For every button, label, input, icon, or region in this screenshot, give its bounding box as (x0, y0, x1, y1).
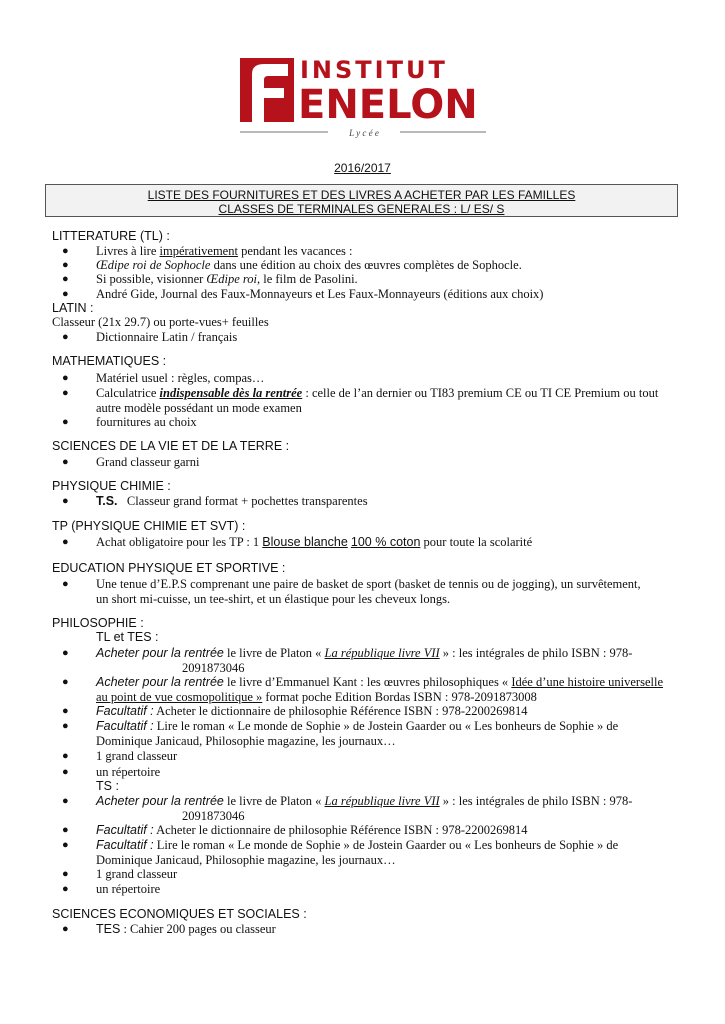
list-item: ● 1 grand classeur (62, 867, 178, 881)
school-year: 2016/2017 (334, 161, 391, 175)
list-item: ● Une tenue d’E.P.S comprenant une paire de basket de sport (basket de tennis ou de jogging), un survêtement, un short mi-cuisse, un tee-shirt, et un élastique pour les cheveux longs. (62, 577, 641, 606)
svg-text:L y c é e: L y c é e (349, 128, 379, 138)
list-item: ● Si possible, visionner Œdipe roi, le film de Pasolini. (62, 272, 358, 286)
heading-tp: TP (PHYSIQUE CHIMIE ET SVT) : (52, 519, 246, 533)
heading-svt: SCIENCES DE LA VIE ET DE LA TERRE : (52, 439, 290, 453)
heading-ses: SCIENCES ECONOMIQUES ET SOCIALES : (52, 907, 307, 921)
list-item: ● Livres à lire impérativement pendant les vacances : (62, 244, 353, 258)
list-item: ● T.S. Classeur grand format + pochettes transparentes (62, 494, 368, 508)
list-item: ● Acheter pour la rentrée le livre d’Emmanuel Kant : les œuvres philosophiques « Idée d’une histoire universelle au point de vue cosmopolitique » format poche Edition Bordas ISBN : 978-2091873008 (62, 675, 663, 704)
list-item: ● fournitures au choix (62, 415, 197, 429)
philo-tl-tes: TL et TES : (96, 630, 159, 644)
title-line-2: CLASSES DE TERMINALES GENERALES : L/ ES/ S (218, 202, 505, 216)
list-item: ● Matériel usuel : règles, compas… (62, 371, 265, 385)
list-item: ● Calculatrice indispensable dès la rentrée : celle de l’an dernier ou TI83 premium CE ou TI CE Premium ou tout autre modèle possédant un mode examen (62, 386, 659, 415)
list-item: ● André Gide, Journal des Faux-Monnayeurs et Les Faux-Monnayeurs (éditions aux choix) (62, 287, 544, 301)
list-item: ● Acheter pour la rentrée le livre de Platon « La république livre VII » : les intégrales de philo ISBN : 978- 2091873046 (62, 794, 633, 823)
list-item: ● TES : Cahier 200 pages ou classeur (62, 922, 276, 936)
heading-eps: EDUCATION PHYSIQUE ET SPORTIVE : (52, 561, 286, 575)
svg-text:ENELON: ENELON (298, 82, 478, 128)
list-item: ● Facultatif : Lire le roman « Le monde de Sophie » de Jostein Gaarder ou « Les bonheurs de Sophie » de Dominique Janicaud, Philosophie magazine, les journaux… (62, 719, 619, 748)
list-item: ● Acheter pour la rentrée le livre de Platon « La république livre VII » : les intégrales de philo ISBN : 978- 2091873046 (62, 646, 633, 675)
list-item: ● Œdipe roi de Sophocle dans une édition au choix des œuvres complètes de Sophocle. (62, 258, 522, 272)
list-item: ● Facultatif : Lire le roman « Le monde de Sophie » de Jostein Gaarder ou « Les bonheurs de Sophie » de Dominique Janicaud, Philosophie magazine, les journaux… (62, 838, 619, 867)
latin-line: Classeur (21x 29.7) ou porte-vues+ feuilles (52, 315, 269, 329)
heading-physique: PHYSIQUE CHIMIE : (52, 479, 171, 493)
list-item: ● Dictionnaire Latin / français (62, 330, 238, 344)
heading-philo: PHILOSOPHIE : (52, 616, 144, 630)
list-item: ● un répertoire (62, 882, 161, 896)
list-item: ● Achat obligatoire pour les TP : 1 Blouse blanche 100 % coton pour toute la scolarité (62, 535, 533, 549)
institut-fenelon-logo (240, 52, 488, 140)
list-item: ● Facultatif : Acheter le dictionnaire de philosophie Référence ISBN : 978-2200269814 (62, 704, 528, 718)
list-item: ● 1 grand classeur (62, 749, 178, 763)
list-item: ● un répertoire (62, 765, 161, 779)
title-line-1: LISTE DES FOURNITURES ET DES LIVRES A ACHETER PAR LES FAMILLES (147, 188, 576, 202)
svg-text:INSTITUT: INSTITUT (300, 56, 448, 84)
list-item: ● Facultatif : Acheter le dictionnaire de philosophie Référence ISBN : 978-2200269814 (62, 823, 528, 837)
title-box (45, 184, 678, 217)
list-item: ● Grand classeur garni (62, 455, 200, 469)
heading-maths: MATHEMATIQUES : (52, 354, 167, 368)
heading-latin: LATIN : (52, 301, 94, 315)
heading-litterature: LITTERATURE (TL) : (52, 229, 170, 243)
philo-ts: TS : (96, 779, 119, 793)
